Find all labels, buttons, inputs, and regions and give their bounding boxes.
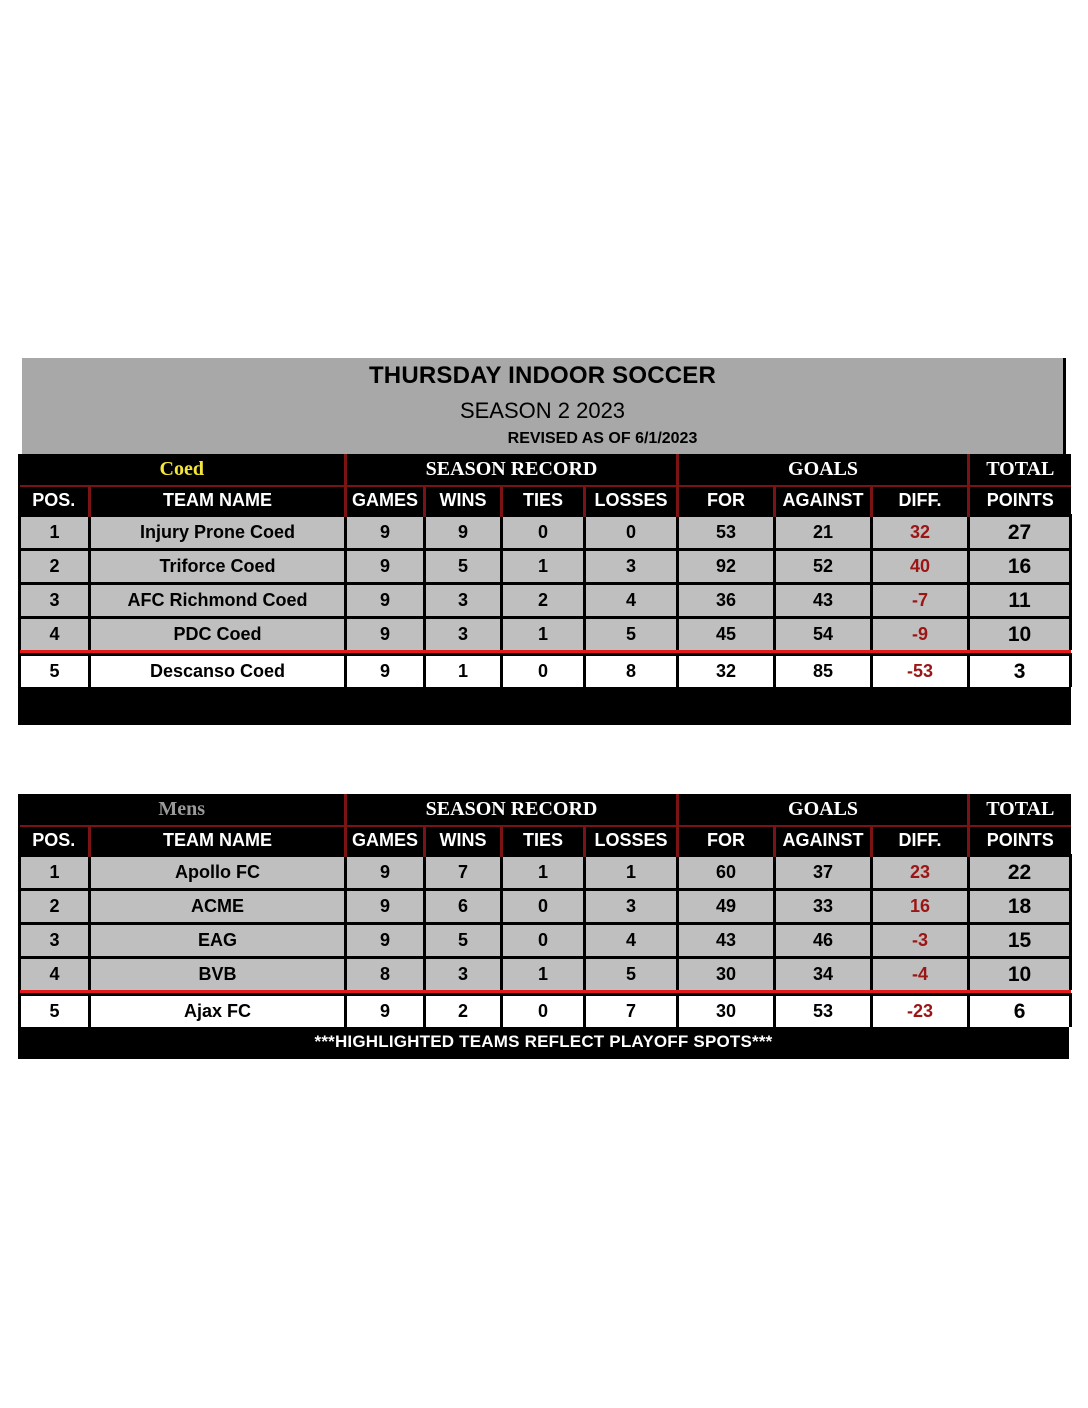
goals-for: 60 (678, 856, 775, 890)
team-name: ACME (90, 890, 346, 924)
team-name: EAG (90, 924, 346, 958)
table-row (20, 924, 1071, 958)
position: 5 (20, 655, 90, 688)
col-against: AGAINST (775, 486, 872, 516)
position: 5 (20, 995, 90, 1028)
games: 9 (346, 890, 425, 924)
position: 1 (20, 516, 90, 550)
team-name: Apollo FC (90, 856, 346, 890)
goals-for: 36 (678, 584, 775, 618)
total-points: 22 (969, 856, 1071, 890)
total-header: TOTAL (969, 794, 1071, 826)
page-title: THURSDAY INDOOR SOCCER (368, 362, 717, 389)
column-header-row (20, 826, 1071, 856)
position: 4 (20, 618, 90, 651)
games: 9 (346, 655, 425, 688)
total-points: 3 (969, 655, 1071, 688)
losses: 8 (585, 655, 678, 688)
goal-diff: -23 (872, 995, 969, 1028)
table-row (20, 655, 1071, 688)
group-header-row (20, 794, 1071, 826)
games: 8 (346, 958, 425, 991)
goals-for: 45 (678, 618, 775, 651)
games: 9 (346, 584, 425, 618)
position: 4 (20, 958, 90, 991)
division-name: Mens (20, 794, 346, 826)
position: 3 (20, 584, 90, 618)
playoff-footnote: ***HIGHLIGHTED TEAMS REFLECT PLAYOFF SPOTS*** (18, 1027, 1069, 1059)
games: 9 (346, 995, 425, 1028)
goal-diff: 40 (872, 550, 969, 584)
column-header-row (20, 486, 1071, 516)
games: 9 (346, 618, 425, 651)
team-name: Injury Prone Coed (90, 516, 346, 550)
goal-diff: -7 (872, 584, 969, 618)
table-row (20, 516, 1071, 550)
title-banner (22, 358, 1066, 454)
ties: 1 (502, 618, 585, 651)
goals-against: 54 (775, 618, 872, 651)
goals-for: 32 (678, 655, 775, 688)
goals-against: 43 (775, 584, 872, 618)
goals-for: 53 (678, 516, 775, 550)
goals-for: 43 (678, 924, 775, 958)
standings-grid (18, 454, 1072, 725)
goals-against: 53 (775, 995, 872, 1028)
ties: 1 (502, 550, 585, 584)
goals-for: 49 (678, 890, 775, 924)
goal-diff: -4 (872, 958, 969, 991)
season-record-header: SEASON RECORD (346, 454, 678, 486)
goal-diff: 32 (872, 516, 969, 550)
wins: 6 (425, 890, 502, 924)
games: 9 (346, 924, 425, 958)
table-row (20, 856, 1071, 890)
total-points: 10 (969, 958, 1071, 991)
wins: 3 (425, 584, 502, 618)
total-header: TOTAL (969, 454, 1071, 486)
ties: 0 (502, 516, 585, 550)
table-row (20, 584, 1071, 618)
losses: 5 (585, 958, 678, 991)
ties: 0 (502, 890, 585, 924)
col-diff: DIFF. (872, 826, 969, 856)
table-row (20, 550, 1071, 584)
total-points: 27 (969, 516, 1071, 550)
total-points: 18 (969, 890, 1071, 924)
col-pos: POS. (20, 486, 90, 516)
games: 9 (346, 856, 425, 890)
ties: 0 (502, 655, 585, 688)
col-ties: TIES (502, 486, 585, 516)
team-name: Descanso Coed (90, 655, 346, 688)
mens-standings-table (18, 794, 1069, 1059)
total-points: 16 (969, 550, 1071, 584)
ties: 0 (502, 995, 585, 1028)
total-points: 11 (969, 584, 1071, 618)
col-ties: TIES (502, 826, 585, 856)
col-wins: WINS (425, 826, 502, 856)
total-points: 6 (969, 995, 1071, 1028)
goals-for: 30 (678, 995, 775, 1028)
revised-date: REVISED AS OF 6/1/2023 (507, 430, 698, 447)
position: 1 (20, 856, 90, 890)
col-against: AGAINST (775, 826, 872, 856)
team-name: Ajax FC (90, 995, 346, 1028)
division-name: Coed (20, 454, 346, 486)
ties: 1 (502, 958, 585, 991)
goal-diff: -53 (872, 655, 969, 688)
col-games: GAMES (346, 826, 425, 856)
coed-standings-table (18, 454, 1069, 725)
losses: 1 (585, 856, 678, 890)
goal-diff: 16 (872, 890, 969, 924)
col-wins: WINS (425, 486, 502, 516)
col-for: FOR (678, 486, 775, 516)
goals-against: 21 (775, 516, 872, 550)
season-record-header: SEASON RECORD (346, 794, 678, 826)
wins: 5 (425, 550, 502, 584)
goals-against: 85 (775, 655, 872, 688)
position: 3 (20, 924, 90, 958)
col-team: TEAM NAME (90, 486, 346, 516)
goals-for: 30 (678, 958, 775, 991)
wins: 5 (425, 924, 502, 958)
ties: 1 (502, 856, 585, 890)
losses: 4 (585, 584, 678, 618)
position: 2 (20, 550, 90, 584)
group-header-row (20, 454, 1071, 486)
col-games: GAMES (346, 486, 425, 516)
games: 9 (346, 550, 425, 584)
goals-against: 37 (775, 856, 872, 890)
table-row (20, 890, 1071, 924)
col-pos: POS. (20, 826, 90, 856)
col-diff: DIFF. (872, 486, 969, 516)
goals-header: GOALS (678, 454, 969, 486)
position: 2 (20, 890, 90, 924)
goal-diff: -3 (872, 924, 969, 958)
ties: 0 (502, 924, 585, 958)
goal-diff: 23 (872, 856, 969, 890)
losses: 4 (585, 924, 678, 958)
team-name: BVB (90, 958, 346, 991)
season-subtitle: SEASON 2 2023 (459, 398, 626, 423)
losses: 5 (585, 618, 678, 651)
wins: 3 (425, 958, 502, 991)
wins: 1 (425, 655, 502, 688)
losses: 3 (585, 550, 678, 584)
goals-against: 33 (775, 890, 872, 924)
wins: 7 (425, 856, 502, 890)
table-row (20, 958, 1071, 991)
goals-against: 46 (775, 924, 872, 958)
wins: 2 (425, 995, 502, 1028)
losses: 0 (585, 516, 678, 550)
standings-grid (18, 794, 1072, 1027)
total-points: 10 (969, 618, 1071, 651)
goals-against: 52 (775, 550, 872, 584)
col-for: FOR (678, 826, 775, 856)
ties: 2 (502, 584, 585, 618)
team-name: AFC Richmond Coed (90, 584, 346, 618)
team-name: Triforce Coed (90, 550, 346, 584)
wins: 3 (425, 618, 502, 651)
col-team: TEAM NAME (90, 826, 346, 856)
col-points: POINTS (969, 826, 1071, 856)
goal-diff: -9 (872, 618, 969, 651)
col-points: POINTS (969, 486, 1071, 516)
games: 9 (346, 516, 425, 550)
total-points: 15 (969, 924, 1071, 958)
losses: 7 (585, 995, 678, 1028)
table-row (20, 618, 1071, 651)
table-footer-bar (20, 687, 1071, 725)
team-name: PDC Coed (90, 618, 346, 651)
goals-for: 92 (678, 550, 775, 584)
wins: 9 (425, 516, 502, 550)
goals-header: GOALS (678, 794, 969, 826)
table-row (20, 995, 1071, 1028)
col-losses: LOSSES (585, 486, 678, 516)
losses: 3 (585, 890, 678, 924)
goals-against: 34 (775, 958, 872, 991)
col-losses: LOSSES (585, 826, 678, 856)
